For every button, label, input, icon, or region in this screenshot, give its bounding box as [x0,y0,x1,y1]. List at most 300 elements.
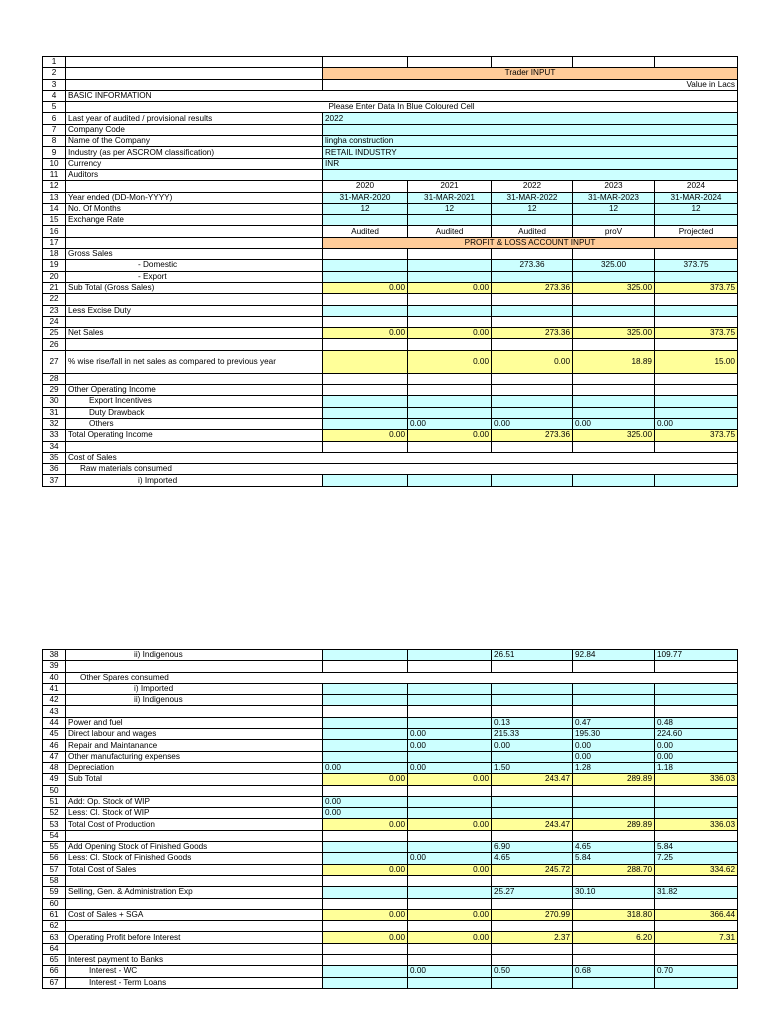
data-cell[interactable]: 92.84 [573,650,655,661]
sheet-row-1 [43,57,738,68]
data-cell[interactable] [408,407,492,418]
data-cell: 2024 [655,181,738,192]
data-cell[interactable]: 0.00 [408,966,492,977]
row-number: 11 [43,169,66,180]
sheet-row-11 [43,169,738,180]
section-title: PROFIT & LOSS ACCOUNT INPUT [323,237,738,248]
sheet-row-61 [43,909,738,920]
data-cell[interactable] [573,407,655,418]
data-cell[interactable] [573,396,655,407]
data-cell[interactable]: 0.00 [573,751,655,762]
data-cell: 373.75 [655,430,738,441]
row-number: 7 [43,124,66,135]
row-number: 25 [43,328,66,339]
data-cell [492,373,573,384]
data-cell: 336.03 [655,774,738,785]
sheet-row-63 [43,932,738,943]
data-cell[interactable] [492,695,573,706]
data-cell[interactable]: 31.82 [655,887,738,898]
data-cell[interactable]: 0.00 [573,740,655,751]
sheet-row-41 [43,683,738,694]
row-label [66,706,323,717]
data-cell[interactable]: 31-MAR-2023 [573,192,655,203]
row-number: 34 [43,441,66,452]
data-cell[interactable]: 7.25 [655,853,738,864]
row-label: Operating Profit before Interest [66,932,323,943]
data-cell[interactable] [408,751,492,762]
data-cell[interactable]: 31-MAR-2022 [492,192,573,203]
row-label [66,830,323,841]
data-cell [323,373,408,384]
data-cell[interactable]: 12 [492,203,573,214]
data-cell [492,339,573,350]
data-cell: 0.00 [323,774,408,785]
data-cell[interactable]: 224.60 [655,729,738,740]
data-cell[interactable] [408,977,492,988]
row-number: 41 [43,683,66,694]
input-cell[interactable]: RETAIL INDUSTRY [323,147,738,158]
data-cell[interactable] [408,842,492,853]
data-cell[interactable] [408,215,492,226]
sheet-row-19 [43,260,738,271]
data-cell[interactable]: 273.36 [492,260,573,271]
sheet-row-31 [43,407,738,418]
data-cell [408,339,492,350]
data-cell: 334.62 [655,864,738,875]
row-number: 12 [43,181,66,192]
row-number: 40 [43,672,66,683]
sheet-row-22 [43,294,738,305]
data-cell[interactable] [323,717,408,728]
data-cell[interactable] [323,260,408,271]
data-cell [408,249,492,260]
data-cell[interactable]: 0.00 [408,762,492,773]
data-cell[interactable] [573,977,655,988]
row-label: Depreciation [66,762,323,773]
row-label: Other Spares consumed [66,672,738,683]
data-cell[interactable] [492,407,573,418]
sheet-row-57 [43,864,738,875]
data-cell[interactable] [492,215,573,226]
row-label: No. Of Months [66,203,323,214]
data-cell [323,316,408,327]
data-cell[interactable] [323,305,408,316]
row-number: 48 [43,762,66,773]
data-cell [323,57,408,68]
row-label: Add: Op. Stock of WIP [66,796,323,807]
row-number: 14 [43,203,66,214]
data-cell: 0.00 [323,282,408,293]
data-cell[interactable] [408,808,492,819]
sheet-row-66 [43,966,738,977]
data-cell[interactable] [573,796,655,807]
data-cell[interactable] [323,853,408,864]
data-cell: 245.72 [492,864,573,875]
data-cell[interactable]: 30.10 [573,887,655,898]
data-cell[interactable] [323,740,408,751]
data-cell [655,385,738,396]
data-cell[interactable]: 5.84 [573,853,655,864]
row-label: Company Code [66,124,323,135]
data-cell[interactable]: 325.00 [573,260,655,271]
row-number: 39 [43,661,66,672]
data-cell: 0.00 [492,350,573,373]
data-cell[interactable] [492,683,573,694]
data-cell [573,316,655,327]
input-cell[interactable] [323,169,738,180]
data-cell[interactable] [492,475,573,486]
data-cell[interactable] [408,305,492,316]
data-cell: 0.00 [323,328,408,339]
row-number: 58 [43,875,66,886]
data-cell: 0.00 [408,932,492,943]
data-cell[interactable]: 0.00 [408,729,492,740]
data-cell[interactable]: 0.70 [655,966,738,977]
data-cell[interactable]: 5.84 [655,842,738,853]
data-cell[interactable]: 4.65 [573,842,655,853]
data-cell[interactable] [408,695,492,706]
data-cell[interactable] [655,683,738,694]
sheet-row-30 [43,396,738,407]
data-cell [408,955,492,966]
row-number: 61 [43,909,66,920]
row-number: 32 [43,418,66,429]
row-number: 67 [43,977,66,988]
data-cell[interactable] [655,305,738,316]
row-label [66,441,323,452]
sheet-row-35 [43,452,738,463]
data-cell: 243.47 [492,774,573,785]
data-cell [408,898,492,909]
data-cell [323,706,408,717]
data-cell [655,373,738,384]
row-label [66,226,323,237]
row-label: Exchange Rate [66,215,323,226]
sheet-row-13 [43,192,738,203]
data-cell[interactable]: 0.47 [573,717,655,728]
data-cell[interactable] [655,396,738,407]
row-label: i) Imported [66,475,323,486]
data-cell[interactable]: 0.00 [408,853,492,864]
row-number: 18 [43,249,66,260]
data-cell[interactable] [492,977,573,988]
data-cell [492,875,573,886]
data-cell[interactable]: 25.27 [492,887,573,898]
data-cell [655,921,738,932]
data-cell[interactable]: 0.00 [655,418,738,429]
data-cell [408,943,492,954]
row-label: Sub Total [66,774,323,785]
data-cell[interactable]: 6.90 [492,842,573,853]
data-cell[interactable]: 0.48 [655,717,738,728]
row-label [66,181,323,192]
data-cell[interactable]: 215.33 [492,729,573,740]
data-cell[interactable]: 0.00 [492,740,573,751]
data-cell[interactable] [492,305,573,316]
data-cell [408,294,492,305]
data-cell[interactable] [408,796,492,807]
data-cell [323,955,408,966]
sheet-row-43 [43,706,738,717]
row-label: Selling, Gen. & Administration Exp [66,887,323,898]
row-label [66,339,323,350]
sheet-row-39 [43,661,738,672]
data-cell[interactable] [323,215,408,226]
data-cell[interactable]: 0.00 [408,740,492,751]
data-cell[interactable] [323,751,408,762]
data-cell [573,373,655,384]
sheet-row-64 [43,943,738,954]
data-cell[interactable] [323,977,408,988]
data-cell[interactable] [573,215,655,226]
data-cell: 0.00 [408,819,492,830]
row-number: 59 [43,887,66,898]
data-cell [408,830,492,841]
data-cell[interactable] [323,418,408,429]
data-cell[interactable] [655,796,738,807]
data-cell[interactable] [408,683,492,694]
row-number: 23 [43,305,66,316]
data-cell [408,921,492,932]
row-label: Other Operating Income [66,385,323,396]
data-cell[interactable] [655,695,738,706]
data-cell: 318.80 [573,909,655,920]
sheet-row-29 [43,385,738,396]
data-cell[interactable] [408,271,492,282]
data-cell[interactable]: 0.00 [573,418,655,429]
data-cell[interactable]: 1.50 [492,762,573,773]
data-cell[interactable]: 1.28 [573,762,655,773]
data-cell[interactable]: 12 [323,203,408,214]
data-cell [408,441,492,452]
row-label: Power and fuel [66,717,323,728]
data-cell: Audited [492,226,573,237]
data-cell[interactable]: 4.65 [492,853,573,864]
sheet-row-55 [43,842,738,853]
row-number: 43 [43,706,66,717]
value-unit-note: Value in Lacs [323,79,738,90]
row-label: Net Sales [66,328,323,339]
row-number: 2 [43,68,66,79]
row-number: 15 [43,215,66,226]
data-cell[interactable] [655,407,738,418]
sheet-row-2 [43,68,738,79]
data-cell[interactable]: 1.18 [655,762,738,773]
data-cell [408,373,492,384]
sheet-row-44 [43,717,738,728]
input-cell[interactable] [323,124,738,135]
data-cell: 0.00 [408,350,492,373]
data-cell [573,57,655,68]
data-cell[interactable]: 195.30 [573,729,655,740]
sheet-row-47 [43,751,738,762]
row-number: 6 [43,113,66,124]
data-cell: 273.36 [492,430,573,441]
data-cell [655,943,738,954]
data-cell: 0.00 [323,909,408,920]
data-cell[interactable] [408,475,492,486]
data-cell[interactable] [323,695,408,706]
data-cell[interactable] [492,808,573,819]
sheet-row-14 [43,203,738,214]
data-cell[interactable]: 0.68 [573,966,655,977]
row-label [66,785,323,796]
data-cell[interactable]: 0.00 [655,740,738,751]
row-number: 50 [43,785,66,796]
data-cell [655,249,738,260]
row-number: 16 [43,226,66,237]
data-cell[interactable] [573,305,655,316]
data-cell[interactable] [573,683,655,694]
data-cell[interactable] [573,808,655,819]
data-cell[interactable] [408,717,492,728]
data-cell[interactable] [323,407,408,418]
data-cell[interactable] [408,887,492,898]
row-number: 13 [43,192,66,203]
data-cell [655,830,738,841]
data-cell[interactable]: 0.00 [323,762,408,773]
data-cell[interactable] [323,271,408,282]
sheet-row-38 [43,650,738,661]
input-cell[interactable]: 2022 [323,113,738,124]
data-cell [655,661,738,672]
data-cell[interactable]: 31-MAR-2020 [323,192,408,203]
data-cell: 270.99 [492,909,573,920]
row-number: 37 [43,475,66,486]
row-label: % wise rise/fall in net sales as compared to previous year [66,350,323,373]
data-cell [573,294,655,305]
data-cell[interactable]: 12 [408,203,492,214]
data-cell[interactable] [408,396,492,407]
row-number: 19 [43,260,66,271]
data-cell: Audited [408,226,492,237]
sheet-row-45 [43,729,738,740]
data-cell: 289.89 [573,774,655,785]
data-cell[interactable] [655,808,738,819]
row-number: 47 [43,751,66,762]
row-label: Name of the Company [66,136,323,147]
data-cell[interactable] [323,887,408,898]
row-label [66,921,323,932]
data-cell[interactable] [323,396,408,407]
row-label: i) Imported [66,683,323,694]
data-cell [655,57,738,68]
data-cell [323,785,408,796]
data-cell[interactable]: 0.00 [492,418,573,429]
row-number: 21 [43,282,66,293]
row-label: Repair and Maintanance [66,740,323,751]
data-cell: 273.36 [492,282,573,293]
row-number: 52 [43,808,66,819]
data-cell [573,441,655,452]
row-number: 51 [43,796,66,807]
data-cell[interactable]: 0.00 [655,751,738,762]
data-cell [323,385,408,396]
row-label [66,68,323,79]
data-cell[interactable] [573,271,655,282]
row-number: 8 [43,136,66,147]
data-cell[interactable] [492,751,573,762]
data-cell [408,785,492,796]
row-label: Cost of Sales + SGA [66,909,323,920]
data-cell[interactable]: 31-MAR-2024 [655,192,738,203]
data-cell[interactable]: 12 [573,203,655,214]
data-cell [492,785,573,796]
data-cell [408,385,492,396]
data-cell [408,706,492,717]
data-cell[interactable] [323,683,408,694]
sheet-row-51 [43,796,738,807]
data-cell: 366.44 [655,909,738,920]
data-cell[interactable]: 31-MAR-2021 [408,192,492,203]
data-cell [573,898,655,909]
data-cell[interactable] [323,729,408,740]
row-label: Others [66,418,323,429]
data-cell[interactable] [408,650,492,661]
data-cell[interactable] [323,650,408,661]
data-cell: 373.75 [655,282,738,293]
data-cell[interactable]: 109.77 [655,650,738,661]
data-cell[interactable] [573,695,655,706]
data-cell[interactable] [492,396,573,407]
data-cell[interactable] [655,475,738,486]
sheet-row-16 [43,226,738,237]
sheet-row-8 [43,136,738,147]
data-cell[interactable] [655,215,738,226]
row-label: Raw materials consumed [66,464,738,475]
data-cell[interactable]: 0.00 [323,796,408,807]
data-cell[interactable]: 373.75 [655,260,738,271]
data-cell: 273.36 [492,328,573,339]
data-cell[interactable]: 12 [655,203,738,214]
data-cell [323,350,408,373]
data-cell[interactable]: 0.00 [408,418,492,429]
data-cell[interactable] [323,842,408,853]
data-cell[interactable]: 0.13 [492,717,573,728]
data-cell[interactable]: 0.00 [323,808,408,819]
data-cell[interactable] [655,977,738,988]
data-cell[interactable]: 26.51 [492,650,573,661]
row-number: 44 [43,717,66,728]
data-cell [655,316,738,327]
data-cell[interactable]: 0.50 [492,966,573,977]
data-cell[interactable] [655,271,738,282]
data-cell: 288.70 [573,864,655,875]
row-label: Less: Cl. Stock of Finished Goods [66,853,323,864]
data-cell: 336.03 [655,819,738,830]
data-cell[interactable] [408,260,492,271]
data-cell: Projected [655,226,738,237]
sheet-row-34 [43,441,738,452]
data-cell [323,294,408,305]
data-cell[interactable] [573,475,655,486]
data-cell[interactable] [323,966,408,977]
input-cell[interactable]: lingha construction [323,136,738,147]
row-label: Total Cost of Production [66,819,323,830]
data-cell[interactable] [323,475,408,486]
sheet-row-65 [43,955,738,966]
data-cell [492,441,573,452]
input-cell[interactable]: INR [323,158,738,169]
data-cell[interactable] [492,271,573,282]
row-number: 4 [43,90,66,101]
sheet-row-9 [43,147,738,158]
data-cell[interactable] [492,796,573,807]
spreadsheet-lower [42,649,738,989]
sheet-row-20 [43,271,738,282]
data-cell [573,921,655,932]
data-cell: Audited [323,226,408,237]
